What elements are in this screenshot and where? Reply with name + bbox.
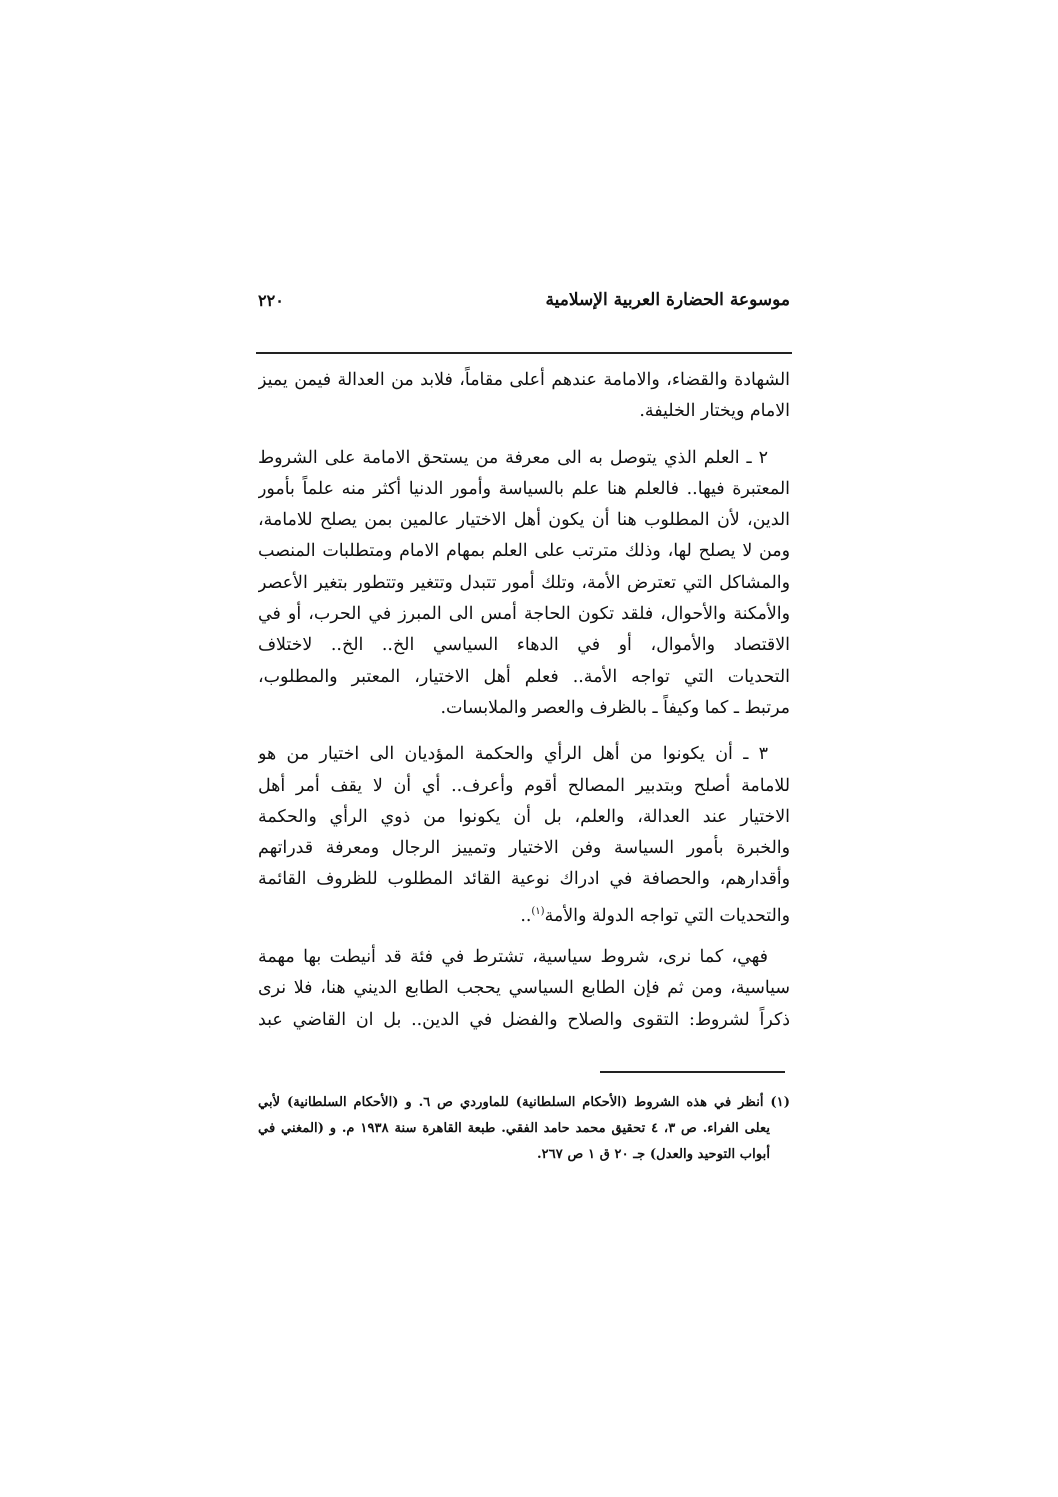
text-line: للامامة أصلح وبتدبير المصالح أقوم وأعرف.. أي أن لا يقف أمر أهل xyxy=(258,775,790,796)
text-line: ٣ ـ أن يكونوا من أهل الرأي والحكمة المؤديان الى اختيار من هو xyxy=(258,744,768,765)
text-line: ذكراً لشروط: التقوى والصلاح والفضل في الدين.. بل ان القاضي عبد xyxy=(258,1009,790,1030)
text-line: سياسية، ومن ثم فإن الطابع السياسي يحجب الطابع الديني هنا، فلا نرى xyxy=(258,978,790,999)
text-line-with-footnote xyxy=(258,896,790,927)
footnote-1 xyxy=(258,1090,790,1168)
text-line: فهي، كما نرى، شروط سياسية، تشترط في فئة قد أنيطت بها مهمة xyxy=(258,947,768,968)
text-line: المعتبرة فيها.. فالعلم هنا علم بالسياسة وأمور الدنيا أكثر منه علماً بأمور xyxy=(258,478,790,499)
page-number: ٢٢٠ xyxy=(258,290,284,310)
paragraph-4 xyxy=(258,942,790,1036)
running-header xyxy=(258,285,790,315)
text-line: الدين، لأن المطلوب هنا أن يكون أهل الاختيار عالمين بمن يصلح للامامة، xyxy=(258,510,790,531)
footnote-line: يعلى الفراء. ص ٣، ٤ تحقيق محمد حامد الفقي. طبعة القاهرة سنة ١٩٣٨ م. و (المغني في xyxy=(258,1121,770,1136)
body-text xyxy=(258,365,790,1051)
footnote-line: أبواب التوحيد والعدل) جـ ٢٠ ق ١ ص ٢٦٧. xyxy=(537,1147,770,1162)
text-line: والتحديات التي تواجه الدولة والأمة xyxy=(544,905,790,926)
text-line: ٢ ـ العلم الذي يتوصل به الى معرفة من يستحق الامامة على الشروط xyxy=(258,447,768,468)
text-line: والخبرة بأمور السياسة وفن الاختيار وتمييز الرجال ومعرفة قدراتهم xyxy=(258,838,790,859)
book-title: موسوعة الحضارة العربية الإسلامية xyxy=(545,290,790,310)
paragraph-3 xyxy=(258,739,790,927)
text-line: والمشاكل التي تعترض الأمة، وتلك أمور تتبدل وتتغير وتتطور بتغير الأعصر xyxy=(258,572,790,593)
text-line: الاقتصاد والأموال، أو في الدهاء السياسي الخ.. الخ.. لاختلاف xyxy=(258,635,790,656)
text-line: الامام ويختار الخليفة. xyxy=(639,401,790,422)
text-line: التحديات التي تواجه الأمة.. فعلم أهل الاختيار، المعتبر والمطلوب، xyxy=(258,666,790,687)
text-line: ومن لا يصلح لها، وذلك مترتب على العلم بمهام الامام ومتطلبات المنصب xyxy=(258,541,790,562)
text-line: والأمكنة والأحوال، فلقد تكون الحاجة أمس الى المبرز في الحرب، أو في xyxy=(258,604,790,625)
text-line: الشهادة والقضاء، والامامة عندهم أعلى مقاماً، فلابد من العدالة فيمن يميز xyxy=(258,370,790,390)
text-ellipsis: .. xyxy=(520,905,532,926)
footnote-separator xyxy=(600,1071,785,1073)
footnote-line: (١) أنظر في هذه الشروط (الأحكام السلطانية) للماوردي ص ٦. و (الأحكام السلطانية) لأبي xyxy=(258,1095,790,1110)
text-line: الاختيار عند العدالة، والعلم، بل أن يكونوا من ذوي الرأي والحكمة xyxy=(258,806,790,827)
footnote-reference[interactable]: (١) xyxy=(531,905,545,917)
header-rule xyxy=(256,352,792,354)
text-line: وأقدارهم، والحصافة في ادراك نوعية القائد المطلوب للظروف القائمة xyxy=(258,869,790,890)
paragraph-2 xyxy=(258,443,790,725)
paragraph-1 xyxy=(258,365,790,428)
text-line: مرتبط ـ كما وكيفاً ـ بالظرف والعصر والملابسات. xyxy=(440,697,790,718)
